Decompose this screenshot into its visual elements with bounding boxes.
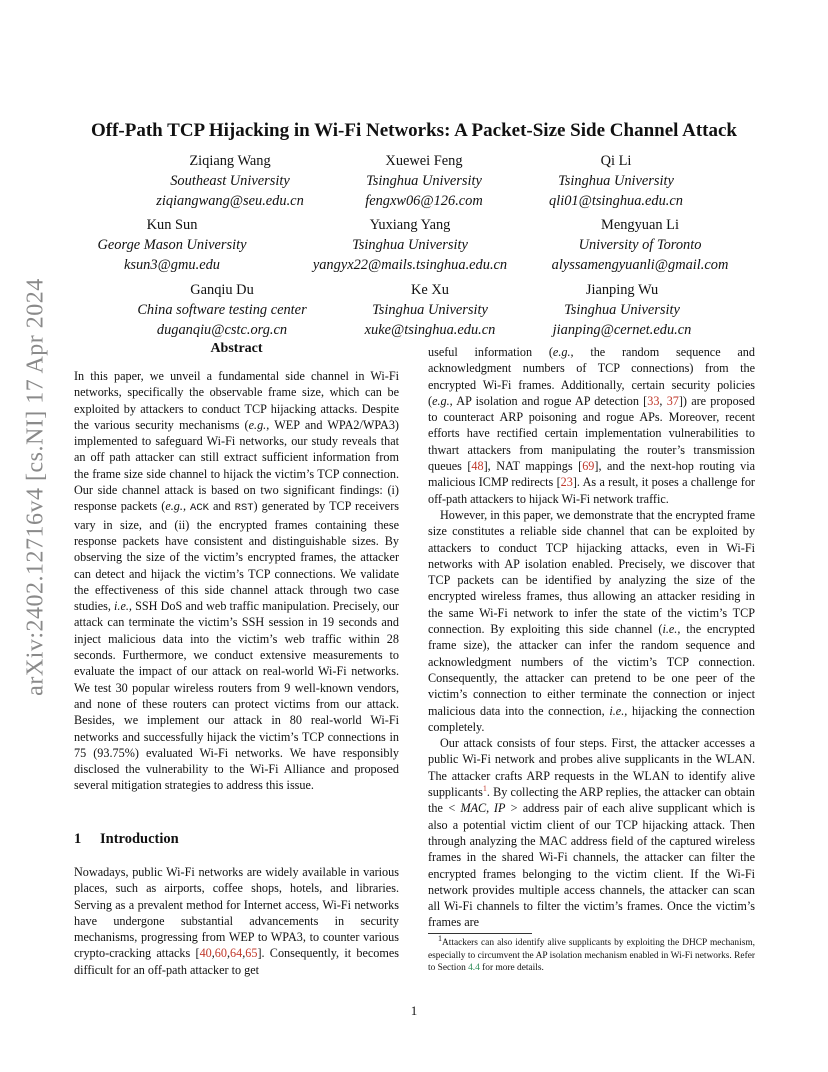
author-email: ziqiangwang@seu.edu.cn bbox=[156, 193, 304, 209]
author-affiliation: Tsinghua University bbox=[366, 173, 482, 189]
code-text: RST bbox=[234, 502, 254, 515]
author-affiliation: Tsinghua University bbox=[352, 237, 468, 253]
section-number: 1 bbox=[74, 831, 82, 847]
author-name: Kun Sun bbox=[146, 217, 198, 233]
author-block bbox=[102, 280, 342, 340]
intro-paragraph: Nowadays, public Wi-Fi networks are widely available in various places, such as airports, coffee shops, hotels, and libraries. Serving as a prevalent method for Internet access, Wi-Fi networks have undergone substantial advancements in security mechanisms, progressing from WEP to WPA3, to counter various crypto-cracking attacks [40,60,64,65]. Consequently, it becomes difficult for an off-path attacker to get bbox=[74, 865, 400, 977]
text-run: Our attack consists of four steps. First, the attacker accesses a public Wi-Fi network and probes alive supplicants in the WLAN. The attacker crafts ARP requests in the WLAN to identify alive supplicants bbox=[428, 736, 755, 800]
arxiv-sidebar-stamp bbox=[14, 278, 58, 696]
text-run: e.g., bbox=[552, 345, 574, 359]
abstract-paragraph bbox=[74, 368, 399, 794]
text-run: i.e., bbox=[609, 703, 628, 718]
author-affiliation: Southeast University bbox=[170, 173, 290, 189]
author-affiliation: Tsinghua University bbox=[564, 302, 680, 318]
footnote-rule bbox=[428, 933, 532, 934]
text-run: e.g., bbox=[165, 499, 186, 514]
text-run: useful information ( bbox=[428, 345, 553, 359]
author-block bbox=[530, 215, 750, 275]
text-run: i.e., bbox=[114, 599, 132, 614]
footnote-number: 1 bbox=[438, 933, 442, 943]
author-block bbox=[314, 151, 534, 211]
text-run: ], and the next-hop routing via malicious ICMP redirects [ bbox=[428, 459, 755, 490]
author-name: Yuxiang Yang bbox=[369, 217, 451, 233]
author-email: alyssamengyuanli@gmail.com bbox=[551, 257, 729, 273]
author-affiliation: Tsinghua University bbox=[558, 173, 674, 189]
text-run: WEP and WPA2/WPA3) implemented to safeguard Wi-Fi networks, our study reveals that an off path attacker can still extract sufficient information from the frame size side channel to hijack the victim’s TCP connection. Our side channel attack is based on two significant findings: (i) response packets ( bbox=[74, 417, 399, 514]
text-run: ], NAT mappings [ bbox=[483, 459, 583, 474]
author-email: duganqiu@cstc.org.cn bbox=[156, 322, 288, 338]
text-run: ) generated by TCP receivers vary in size, and (ii) the encrypted frames containing these response packets have consistent and distinguishable sizes. By observing the size of the victim’s encrypted frames, the attacker can detect and hijack the victim’s TCP connections. We validate the effectiveness of this side channel attack through two case studies, bbox=[74, 499, 399, 614]
author-block bbox=[62, 215, 282, 275]
intro-paragraph: useful information (e.g., the random sequence and acknowledgment numbers of TCP connections) from the encrypted Wi-Fi frames. Additionally, certain security policies (e.g., AP isolation and rogue AP detection [33, 37]) are proposed to counteract ARP poisoning and rogue APs. Moreover, recent efforts have rectified certain implementation vulnerabilities to thwart attackers from manipulating the router’s transmission queues [48], NAT mappings [69], and the next-hop routing via malicious ICMP redirects [23]. As a result, it poses a challenge for off-path attackers to hijack Wi-Fi network traffic. bbox=[428, 345, 755, 506]
author-name: Xuewei Feng bbox=[385, 153, 463, 169]
author-block bbox=[120, 151, 340, 211]
author-email: jianping@cernet.edu.cn bbox=[552, 322, 692, 338]
author-block bbox=[288, 215, 532, 275]
author-affiliation: University of Toronto bbox=[578, 237, 702, 253]
author-email: ksun3@gmu.edu bbox=[124, 257, 220, 273]
text-run: e.g., bbox=[432, 393, 453, 408]
abstract-body bbox=[74, 368, 399, 794]
citation-link[interactable]: 60 bbox=[214, 946, 227, 961]
text-run: i.e., bbox=[662, 622, 681, 637]
arxiv-identifier: arXiv:2402.12716v4 [cs.NI] 17 Apr 2024 bbox=[22, 278, 49, 696]
intro-paragraph bbox=[428, 507, 755, 735]
text-run: for more details. bbox=[479, 963, 544, 973]
footnote bbox=[428, 933, 755, 975]
citation-link[interactable]: 48 bbox=[471, 459, 484, 474]
text-run: ]. As a result, it poses a challenge for off-path attackers to hijack Wi-Fi network traffic. bbox=[428, 475, 755, 506]
citation-link[interactable]: 69 bbox=[582, 459, 595, 474]
author-email: qli01@tsinghua.edu.cn bbox=[549, 193, 683, 209]
text-run: the random sequence and acknowledgment numbers of TCP connections) from the encrypted Wi-Fi frames. Additionally, certain security policies ( bbox=[428, 345, 755, 408]
text-run: However, in this paper, we demonstrate that the encrypted frame size constitutes a reliable side channel that can be exploited by attackers to conduct TCP hijacking attacks, even in Wi-Fi networks with AP isolation enabled. Precisely, we discover that TCP packets can be identified by analyzing the size of the encrypted wireless frames, thus allowing an attacker residing in the same Wi-Fi network to infer the state of the victim’s TCP connection. By exploiting this side channel ( bbox=[428, 507, 755, 637]
text-run: Attackers can also identify alive supplicants by exploiting the DHCP mechanism, especially to circumvent the AP isolation mechanism enabled in Wi-Fi networks. Refer to Section bbox=[428, 938, 755, 973]
author-affiliation: George Mason University bbox=[97, 237, 247, 253]
author-name: Qi Li bbox=[600, 153, 632, 169]
author-email: fengxw06@126.com bbox=[365, 193, 483, 209]
text-run: AP isolation and rogue AP detection [ bbox=[452, 393, 648, 408]
abstract-heading: Abstract bbox=[210, 341, 263, 356]
author-name: Ziqiang Wang bbox=[189, 153, 271, 169]
text-run: ]. Consequently, it becomes difficult for an off-path attacker to get bbox=[74, 946, 400, 977]
text-run: hijacking the connection completely. bbox=[428, 703, 755, 734]
intro-right-column bbox=[428, 344, 755, 931]
author-block bbox=[512, 280, 732, 340]
author-affiliation: China software testing center bbox=[137, 302, 307, 318]
citation-link[interactable]: 23 bbox=[560, 475, 573, 490]
text-run: SSH DoS and web traffic manipulation. Precisely, our attack can terminate the victim’s SSH session in 19 seconds and inject malicious data into the victim’s web traffic within 28 seconds. Furthermore, we conduct extensive measurements to evaluate the impact of our attack on real-world Wi-Fi networks. We test 30 popular wireless routers from 9 well-known vendors, and none of these routers can protect victims from our attack. Besides, we implement our attack in 80 real-world Wi-Fi networks and successfully hijack the victim’s TCP connections in 75 (93.75%) evaluated Wi-Fi networks. We have responsibly disclosed the vulnerability to the Wi-Fi Alliance and proposed several mitigation strategies to address this issue. bbox=[74, 599, 399, 793]
author-name: Mengyuan Li bbox=[601, 217, 679, 233]
author-name: Ganqiu Du bbox=[190, 282, 254, 298]
section-title: Introduction bbox=[100, 831, 179, 847]
text-run: address pair of each alive supplicant which is also a potential victim client of our TCP hijacking attack. Then through analyzing the MAC address field of the captured wireless frames in the shared Wi-Fi channels, the attacker can filter the encrypted frames belonging to the victim client. If the Wi-Fi network provides multiple access channels, the attacker can scan all Wi-Fi channels to filter the victim’s frames. Once the victim’s frames are bbox=[428, 801, 755, 930]
author-email: xuke@tsinghua.edu.cn bbox=[364, 322, 496, 338]
text-run: Nowadays, public Wi-Fi networks are widely available in various places, such as airports, coffee shops, hotels, and libraries. Serving as a prevalent method for Internet access, Wi-Fi networks have undergone substantial advancements in security mechanisms, progressing from WEP to WPA3, to counter various crypto-cracking attacks [ bbox=[74, 865, 399, 961]
citation-link[interactable]: 40 bbox=[199, 946, 212, 961]
section-reference-link[interactable]: 4.4 bbox=[468, 963, 480, 973]
page-number: 1 bbox=[410, 1003, 418, 1018]
code-text: ACK bbox=[190, 502, 209, 515]
author-block bbox=[506, 151, 726, 211]
citation-link[interactable]: 33 bbox=[647, 393, 660, 408]
text-run: In this paper, we unveil a fundamental side channel in Wi-Fi networks, specifically the observable frame size, which can be exploited by attackers to conduct TCP hijacking attacks. Despite the various security mechanisms ( bbox=[74, 369, 399, 432]
footnote-marker[interactable]: 1 bbox=[482, 783, 487, 793]
intro-left-column bbox=[74, 864, 399, 978]
intro-paragraph bbox=[428, 735, 755, 931]
author-name: Ke Xu bbox=[411, 282, 449, 298]
text-run: e.g., bbox=[248, 417, 270, 432]
citation-link[interactable]: 37 bbox=[666, 393, 679, 408]
text-run: ]) are proposed to counteract ARP poisoning and rogue APs. Moreover, recent efforts have rectified certain implementation vulnerabilities to thwart attackers from manipulating the router’s transmission queues [ bbox=[428, 393, 755, 474]
citation-link[interactable]: 65 bbox=[245, 946, 258, 961]
text-run: and bbox=[208, 499, 235, 514]
text-run: . By collecting the ARP replies, the attacker can obtain the bbox=[428, 785, 755, 816]
author-block bbox=[320, 280, 540, 340]
math-text: < MAC, IP > bbox=[447, 801, 519, 816]
author-email: yangyx22@mails.tsinghua.edu.cn bbox=[312, 257, 508, 273]
citation-link[interactable]: 64 bbox=[230, 946, 243, 961]
paper-title: Off-Path TCP Hijacking in Wi-Fi Networks: A Packet-Size Side Channel Attack bbox=[90, 120, 737, 141]
author-name: Jianping Wu bbox=[585, 282, 659, 298]
author-affiliation: Tsinghua University bbox=[372, 302, 488, 318]
section-heading bbox=[74, 831, 179, 848]
text-run: the encrypted frame size), the attacker can infer the random sequence and acknowledgment numbers of the victim’s TCP connection. Consequently, the attacker can pretend to be one peer of the victim’s connection to either terminate the connection or inject malicious data into the connection, bbox=[428, 622, 756, 718]
